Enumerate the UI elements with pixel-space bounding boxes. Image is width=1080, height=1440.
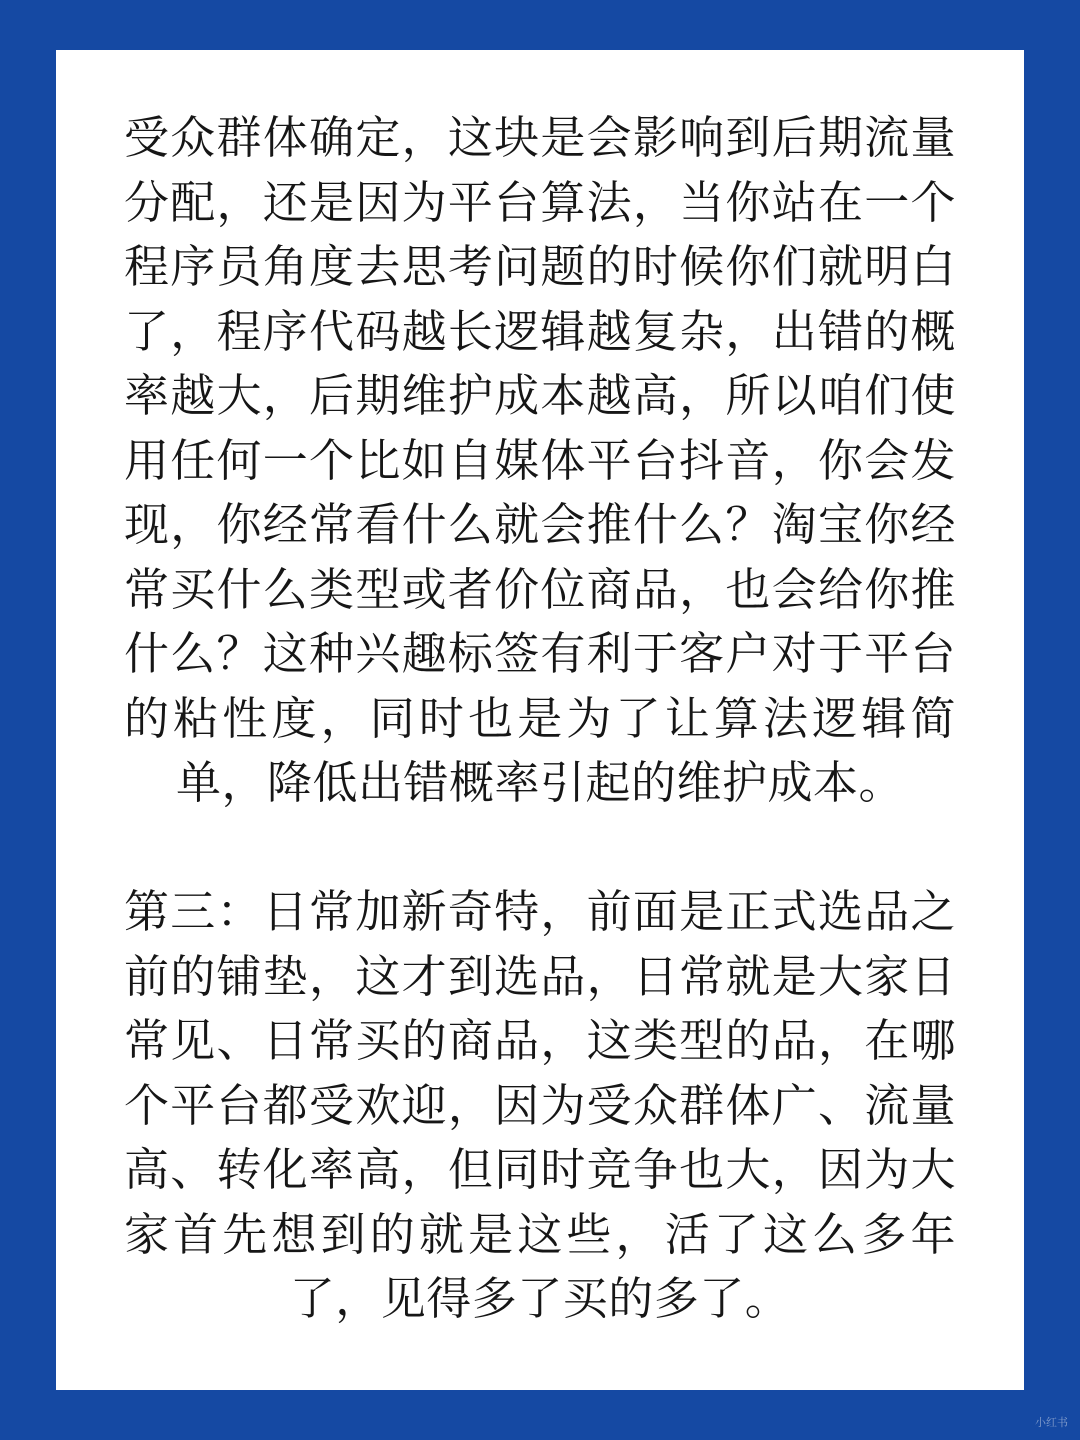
paragraph-third-point: 第三：日常加新奇特，前面是正式选品之前的铺垫，这才到选品，日常就是大家日常见、日常买的商品，这类型的品，在哪个平台都受欢迎，因为受众群体广、流量高、转化率高，但同时竞争也大，因为大家首先想到的就是这些，活了这么多年了，见得多了买的多了。 — [124, 885, 956, 1325]
paragraph-audience: 受众群体确定，这块是会影响到后期流量分配，还是因为平台算法，当你站在一个程序员角度去思考问题的时候你们就明白了，程序代码越长逻辑越复杂，出错的概率越大，后期维护成本越高，所以咱们使用任何一个比如自媒体平台抖音，你会发现，你经常看什么就会推什么？淘宝你经常买什么类型或者价位商品，也会给你推什么？这种兴趣标签有利于客户对于平台的粘性度，同时也是为了让算法逻辑简单，降低出错概率引起的维护成本。 — [124, 111, 956, 809]
content-card — [56, 50, 1024, 1390]
watermark-logo: 小红书 — [1035, 1416, 1068, 1429]
